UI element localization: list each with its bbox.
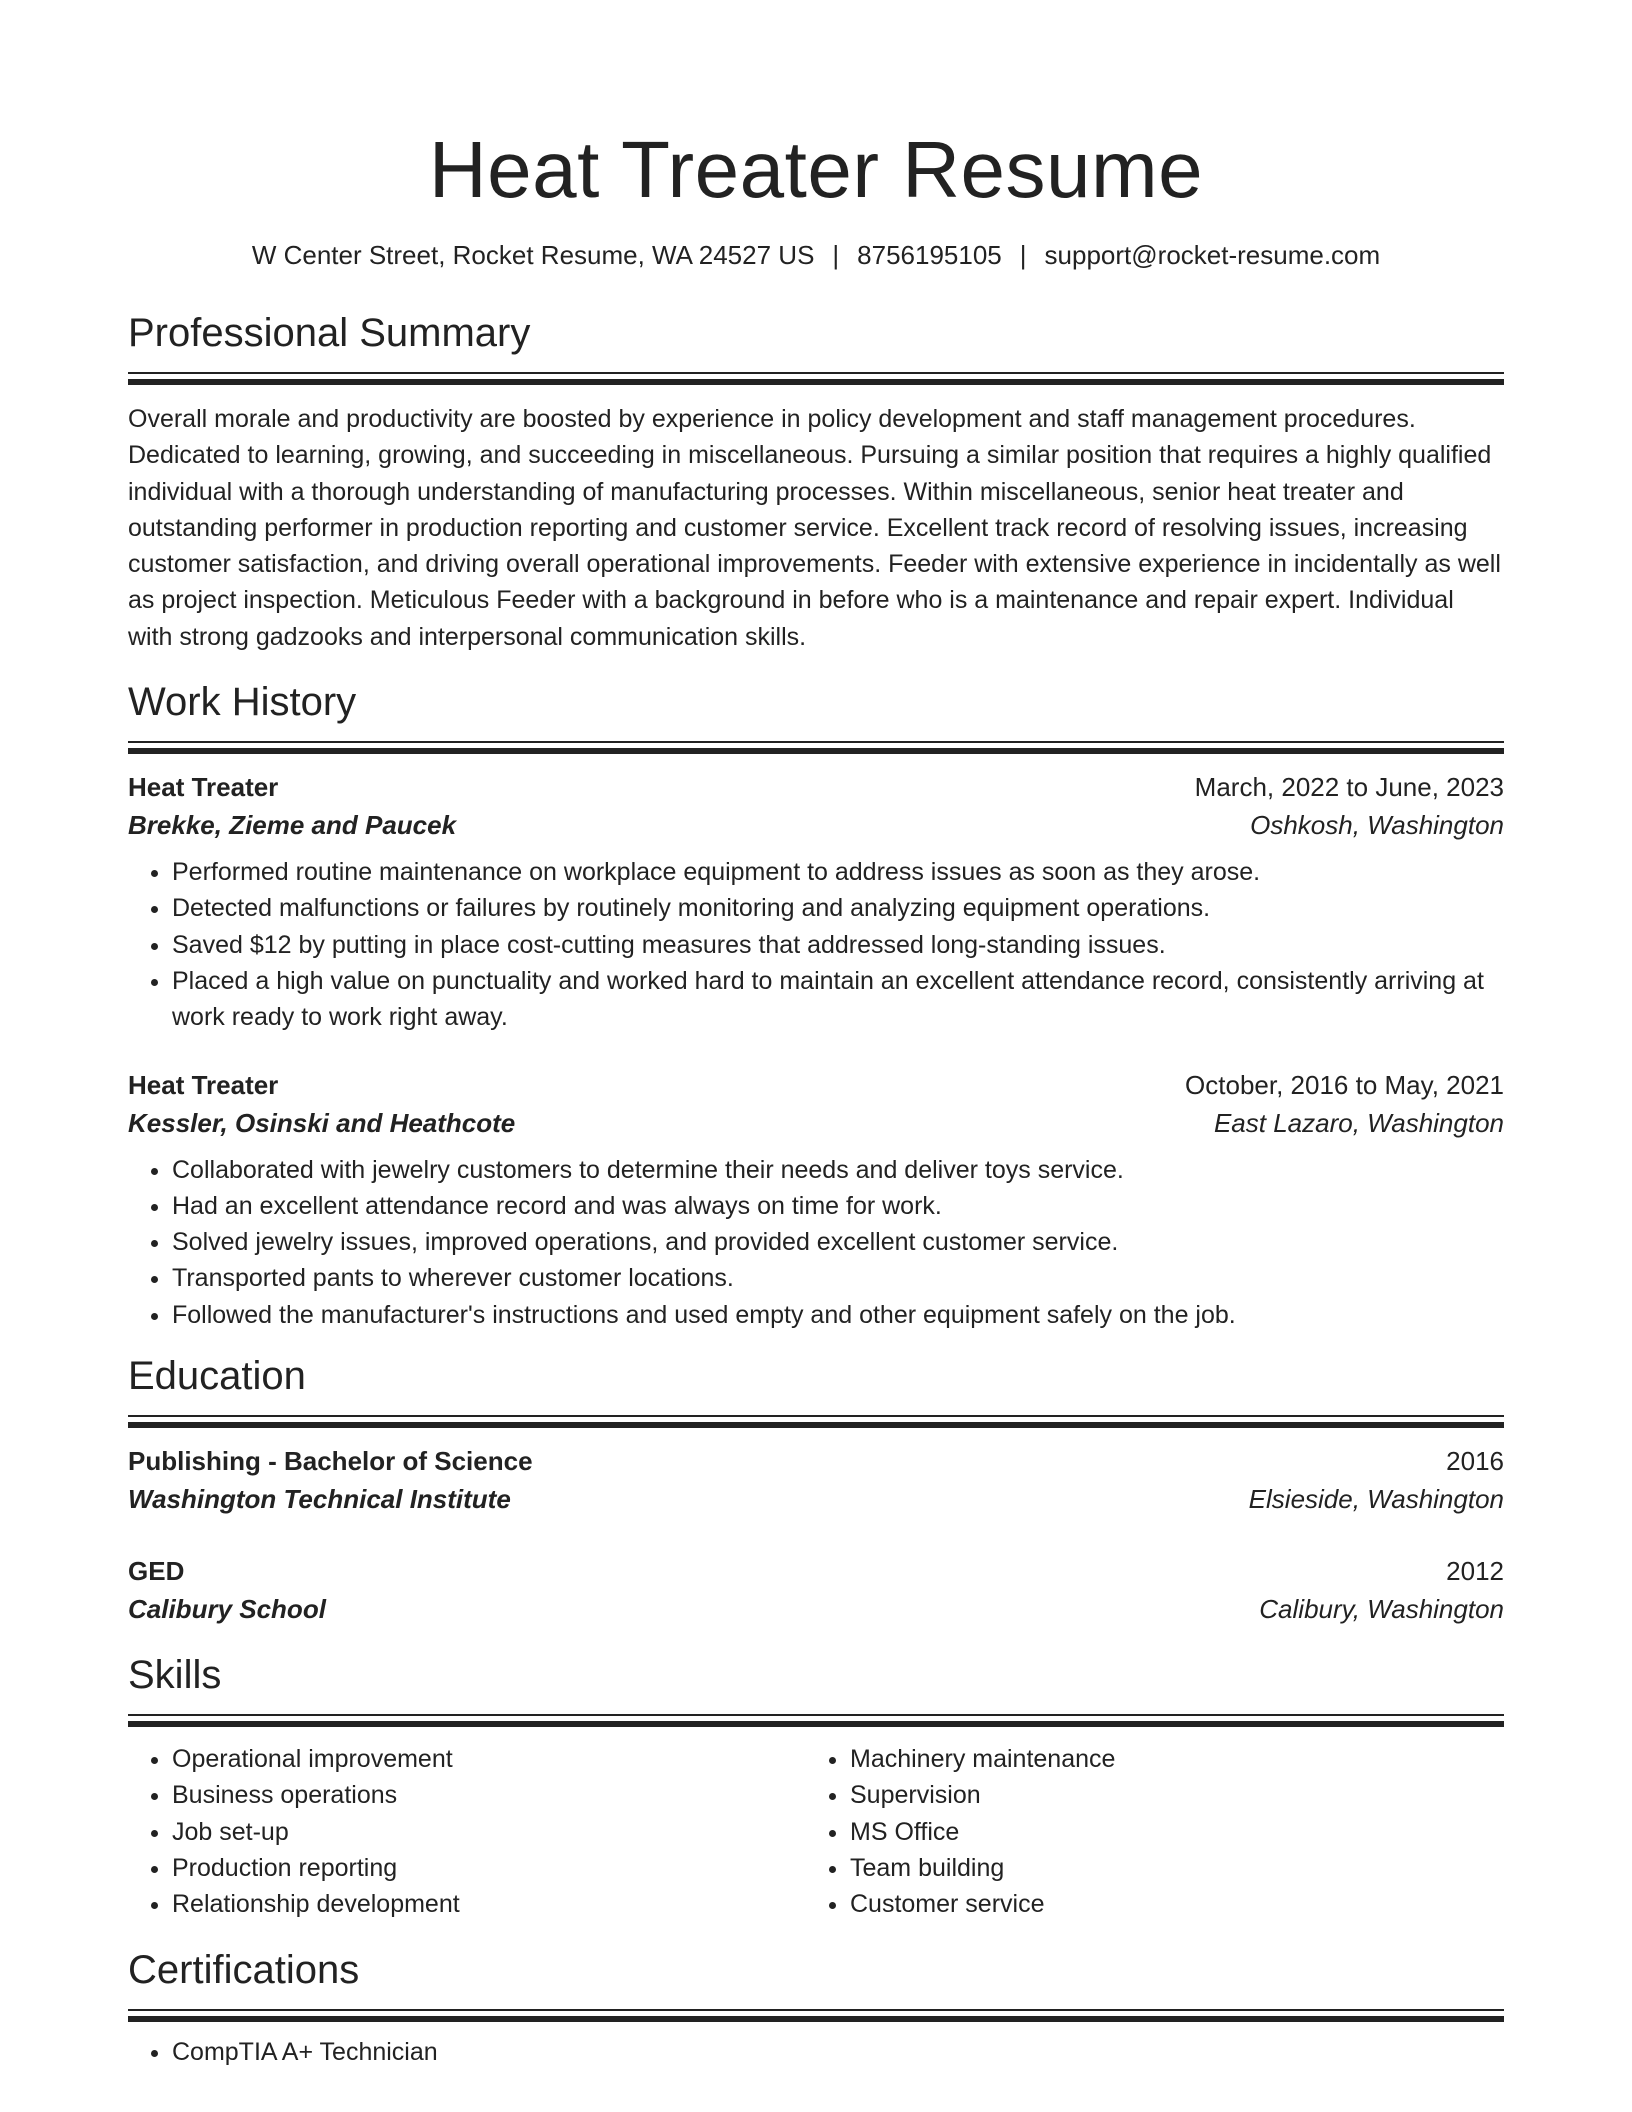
education-entry bbox=[128, 1442, 1504, 1518]
job-bullet: • Had an excellent attendance record and was always on time for work. bbox=[172, 1188, 1504, 1224]
job-location: East Lazaro, Washington bbox=[1213, 1107, 1504, 1138]
school-name: Calibury School bbox=[128, 1594, 326, 1625]
school-location: Calibury, Washington bbox=[1259, 1594, 1504, 1625]
resume-title: Heat Treater Resume bbox=[428, 125, 1204, 214]
skill-item: • Team building bbox=[850, 1850, 1484, 1886]
certifications-list bbox=[128, 2034, 1504, 2070]
contact-phone: 8756195105 bbox=[857, 240, 1002, 270]
contact-line bbox=[128, 238, 1504, 272]
summary-section bbox=[128, 308, 1504, 655]
graduation-year: 2012 bbox=[1446, 1556, 1504, 1587]
job-dates: March, 2022 to June, 2023 bbox=[1194, 772, 1504, 803]
skill-item: • Operational improvement bbox=[172, 1741, 806, 1777]
section-divider bbox=[128, 1714, 1504, 1727]
section-divider bbox=[128, 2009, 1504, 2022]
job-title: Heat Treater bbox=[128, 1069, 279, 1100]
skill-item: • Production reporting bbox=[172, 1850, 806, 1886]
job-title: Heat Treater bbox=[128, 772, 279, 803]
job-dates: October, 2016 to May, 2021 bbox=[1185, 1069, 1504, 1100]
skills-section bbox=[128, 1650, 1504, 1922]
graduation-year: 2016 bbox=[1446, 1446, 1504, 1477]
summary-text: Overall morale and productivity are boosted by experience in policy development and staff management procedures. Dedicated to learning, growing, and succeeding in miscellaneous. Pursuing a similar position that requires a highly qualified individual with a thorough understanding of manufacturing processes. Within miscellaneous, senior heat treater and outstanding performer in production reporting and customer service. Excellent track record of resolving issues, increasing customer satisfaction, and driving overall operational improvements. Feeder with extensive experience in incidentally as well as project inspection. Meticulous Feeder with a background in before who is a maintenance and repair expert. Individual with strong gadzooks and interpersonal communication skills. bbox=[128, 405, 1501, 651]
certifications-section bbox=[128, 1945, 1504, 2070]
degree: GED bbox=[128, 1556, 185, 1587]
skills-columns bbox=[128, 1741, 1504, 1922]
job-entry bbox=[128, 1066, 1504, 1333]
skills-list-left bbox=[128, 1741, 806, 1922]
section-heading: Education bbox=[128, 1354, 306, 1399]
skill-item: • Relationship development bbox=[172, 1886, 806, 1922]
skill-item: • Supervision bbox=[850, 1777, 1484, 1813]
job-company: Kessler, Osinski and Heathcote bbox=[128, 1107, 516, 1138]
job-bullet: • Performed routine maintenance on workplace equipment to address issues as soon as they arose. bbox=[172, 854, 1504, 890]
education-section bbox=[128, 1351, 1504, 1628]
skill-item: • Customer service bbox=[850, 1886, 1484, 1922]
section-divider bbox=[128, 741, 1504, 754]
job-location: Oshkosh, Washington bbox=[1250, 810, 1504, 841]
job-company: Brekke, Zieme and Paucek bbox=[128, 810, 457, 841]
degree: Publishing - Bachelor of Science bbox=[128, 1446, 533, 1477]
certification-item: • CompTIA A+ Technician bbox=[172, 2034, 1504, 2070]
resume-page bbox=[128, 0, 1504, 2070]
job-bullet: • Detected malfunctions or failures by routinely monitoring and analyzing equipment operations. bbox=[172, 890, 1504, 926]
job-entry bbox=[128, 768, 1504, 1035]
section-heading: Certifications bbox=[128, 1947, 360, 1992]
work-section bbox=[128, 677, 1504, 1333]
section-divider bbox=[128, 372, 1504, 385]
job-bullets bbox=[128, 854, 1504, 1035]
skill-item: • Machinery maintenance bbox=[850, 1741, 1484, 1777]
job-bullet: • Collaborated with jewelry customers to determine their needs and deliver toys service. bbox=[172, 1152, 1504, 1188]
job-bullet: • Saved $12 by putting in place cost-cutting measures that addressed long-standing issues. bbox=[172, 927, 1504, 963]
skill-item: • MS Office bbox=[850, 1814, 1484, 1850]
skill-item: • Business operations bbox=[172, 1777, 806, 1813]
section-divider bbox=[128, 1415, 1504, 1428]
school-name: Washington Technical Institute bbox=[128, 1484, 511, 1515]
job-bullet: • Solved jewelry issues, improved operations, and provided excellent customer service. bbox=[172, 1224, 1504, 1260]
job-bullet: • Placed a high value on punctuality and worked hard to maintain an excellent attendance record, consistently arriving at work ready to work right away. bbox=[172, 963, 1504, 1036]
school-location: Elsieside, Washington bbox=[1248, 1484, 1504, 1515]
skill-item: • Job set-up bbox=[172, 1814, 806, 1850]
contact-email: support@rocket-resume.com bbox=[1044, 240, 1381, 270]
job-bullet: • Transported pants to wherever customer locations. bbox=[172, 1260, 1504, 1296]
contact-address: W Center Street, Rocket Resume, WA 24527 US bbox=[251, 240, 815, 270]
education-entry bbox=[128, 1552, 1504, 1628]
section-heading: Work History bbox=[128, 680, 357, 725]
section-heading: Professional Summary bbox=[128, 311, 531, 355]
contact-separator: | bbox=[832, 240, 840, 270]
contact-separator: | bbox=[1019, 240, 1027, 270]
section-heading: Skills bbox=[128, 1653, 222, 1698]
job-bullet: • Followed the manufacturer's instructions and used empty and other equipment safely on the job. bbox=[172, 1297, 1504, 1333]
job-bullets bbox=[128, 1152, 1504, 1333]
skills-list-right bbox=[806, 1741, 1484, 1922]
